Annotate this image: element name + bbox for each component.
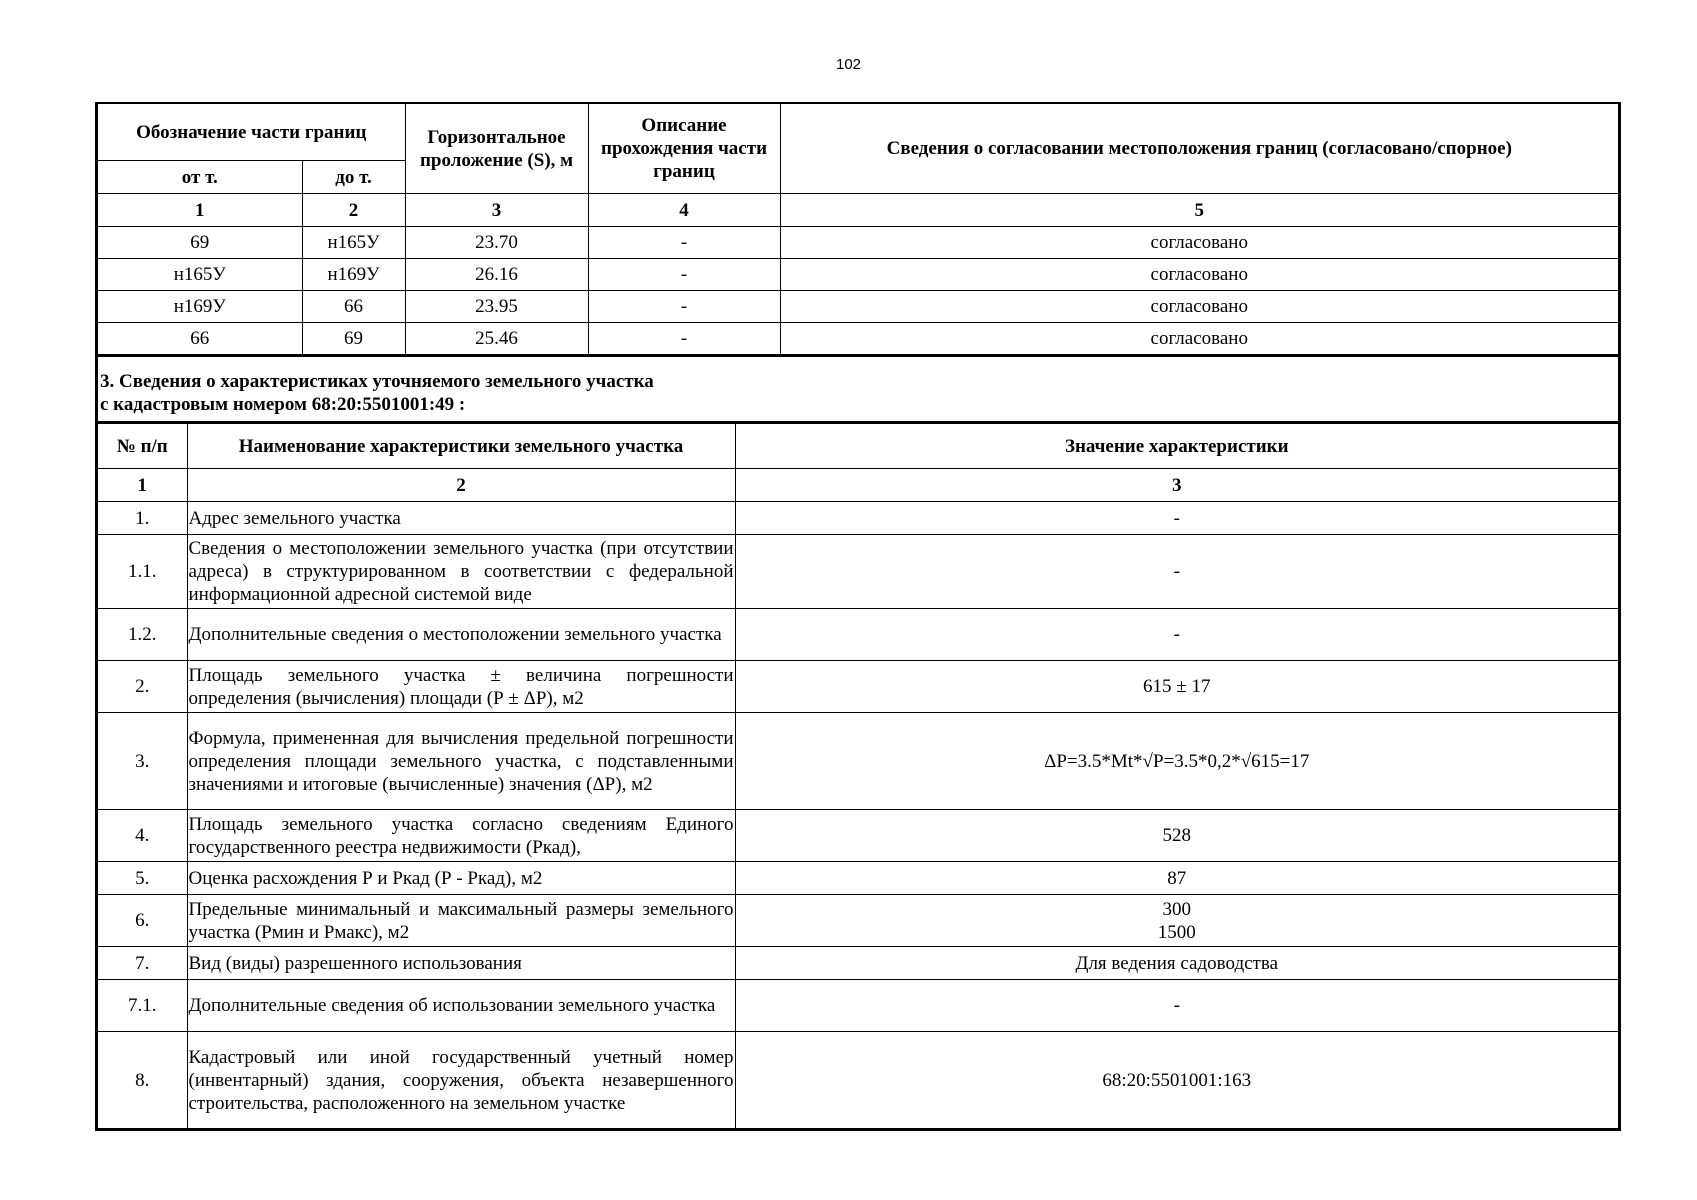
column-number: 3 [405, 194, 588, 227]
cell-name: Адрес земельного участка [187, 502, 735, 535]
section-3-title-line2: с кадастровым номером 68:20:5501001:49 : [100, 394, 466, 415]
column-number: 5 [780, 194, 1618, 227]
column-number: 4 [588, 194, 780, 227]
cell-value [735, 895, 1618, 947]
cell-description: - [588, 259, 780, 291]
column-number: 1 [98, 194, 302, 227]
table-row [98, 291, 1618, 323]
cell-from: н169У [98, 291, 302, 323]
cell-value: 68:20:5501001:163 [735, 1032, 1618, 1129]
cell-name: Оценка расхождения Р и Ркад (Р - Ркад), м2 [187, 862, 735, 895]
cell-to: н169У [302, 259, 405, 291]
cell-value: - [735, 535, 1618, 609]
cell-name: Предельные минимальный и максимальный размеры земельного участка (Рмин и Рмакс), м2 [187, 895, 735, 947]
cell-status: согласовано [780, 323, 1618, 355]
cell-length: 23.70 [405, 227, 588, 259]
page-number: 102 [835, 56, 862, 73]
table-row [98, 661, 1618, 713]
cell-length: 23.95 [405, 291, 588, 323]
section-3-title [98, 355, 1618, 423]
table-row [98, 1032, 1618, 1129]
cell-value: - [735, 980, 1618, 1032]
cell-value: 87 [735, 862, 1618, 895]
cell-to: 66 [302, 291, 405, 323]
cell-number: 8. [98, 1032, 187, 1129]
cell-name: Формула, примененная для вычисления предельной погрешности определения площади земельного участка, с подставленными значениями и итоговые (вычисленные) значения (ΔР), м2 [187, 713, 735, 810]
column-numbers-row [98, 194, 1618, 227]
cell-name: Дополнительные сведения об использовании земельного участка [187, 980, 735, 1032]
header-characteristic-value: Значение характеристики [735, 424, 1618, 469]
table-row [98, 535, 1618, 609]
cell-description: - [588, 291, 780, 323]
cell-value: - [735, 502, 1618, 535]
cell-number: 1.1. [98, 535, 187, 609]
header-description: Описание прохождения части границ [588, 103, 780, 194]
cell-name: Дополнительные сведения о местоположении земельного участка [187, 609, 735, 661]
cell-number: 5. [98, 862, 187, 895]
table-row [98, 323, 1618, 355]
section-3-title-line1: 3. Сведения о характеристиках уточняемого земельного участка [100, 371, 654, 392]
column-number: 3 [735, 469, 1618, 502]
cell-length: 25.46 [405, 323, 588, 355]
cell-number: 7.1. [98, 980, 187, 1032]
cell-name: Вид (виды) разрешенного использования [187, 947, 735, 980]
table-row [98, 713, 1618, 810]
cell-description: - [588, 227, 780, 259]
table-row [98, 947, 1618, 980]
cell-name: Площадь земельного участка согласно сведениям Единого государственного реестра недвижимости (Ркад), [187, 810, 735, 862]
header-horizontal: Горизонтальное проложение (S), м [405, 103, 588, 194]
cell-value: - [735, 609, 1618, 661]
cell-number: 4. [98, 810, 187, 862]
cell-length: 26.16 [405, 259, 588, 291]
header-to-point: до т. [302, 161, 405, 194]
column-number: 2 [187, 469, 735, 502]
cell-description: - [588, 323, 780, 355]
characteristics-table [98, 423, 1618, 1129]
cell-to: 69 [302, 323, 405, 355]
boundary-table [98, 102, 1618, 355]
cell-value: 615 ± 17 [735, 661, 1618, 713]
header-characteristic-name: Наименование характеристики земельного участка [187, 424, 735, 469]
cell-status: согласовано [780, 291, 1618, 323]
document-sheet [95, 102, 1621, 1131]
header-part-designation: Обозначение части границ [98, 103, 405, 161]
value-min: 300 [1162, 898, 1191, 920]
cell-from: н165У [98, 259, 302, 291]
cell-from: 66 [98, 323, 302, 355]
cell-name: Площадь земельного участка ± величина погрешности определения (вычисления) площади (Р ± ΔР), м2 [187, 661, 735, 713]
cell-name: Кадастровый или иной государственный учетный номер (инвентарный) здания, сооружения, объекта незавершенного строительства, расположенного на земельном участке [187, 1032, 735, 1129]
cell-to: н165У [302, 227, 405, 259]
cell-number: 1. [98, 502, 187, 535]
cell-status: согласовано [780, 259, 1618, 291]
table-row [98, 810, 1618, 862]
cell-number: 3. [98, 713, 187, 810]
value-max: 1500 [1157, 921, 1196, 943]
cell-from: 69 [98, 227, 302, 259]
table-row [98, 980, 1618, 1032]
cell-number: 1.2. [98, 609, 187, 661]
column-number: 1 [98, 469, 187, 502]
table-row [98, 259, 1618, 291]
header-number: № п/п [98, 424, 187, 469]
column-numbers-row [98, 469, 1618, 502]
table-row [98, 609, 1618, 661]
cell-number: 6. [98, 895, 187, 947]
cell-number: 7. [98, 947, 187, 980]
cell-number: 2. [98, 661, 187, 713]
table-row [98, 862, 1618, 895]
table-row [98, 502, 1618, 535]
cell-status: согласовано [780, 227, 1618, 259]
table-row [98, 895, 1618, 947]
header-from-point: от т. [98, 161, 302, 194]
header-agreement: Сведения о согласовании местоположения границ (согласовано/спорное) [780, 103, 1618, 194]
cell-value: Для ведения садоводства [735, 947, 1618, 980]
cell-name: Сведения о местоположении земельного участка (при отсутствии адреса) в структурированном в соответствии с федеральной информационной адресной системой виде [187, 535, 735, 609]
table-row [98, 227, 1618, 259]
column-number: 2 [302, 194, 405, 227]
cell-value: ΔP=3.5*Mt*√P=3.5*0,2*√615=17 [735, 713, 1618, 810]
cell-value: 528 [735, 810, 1618, 862]
